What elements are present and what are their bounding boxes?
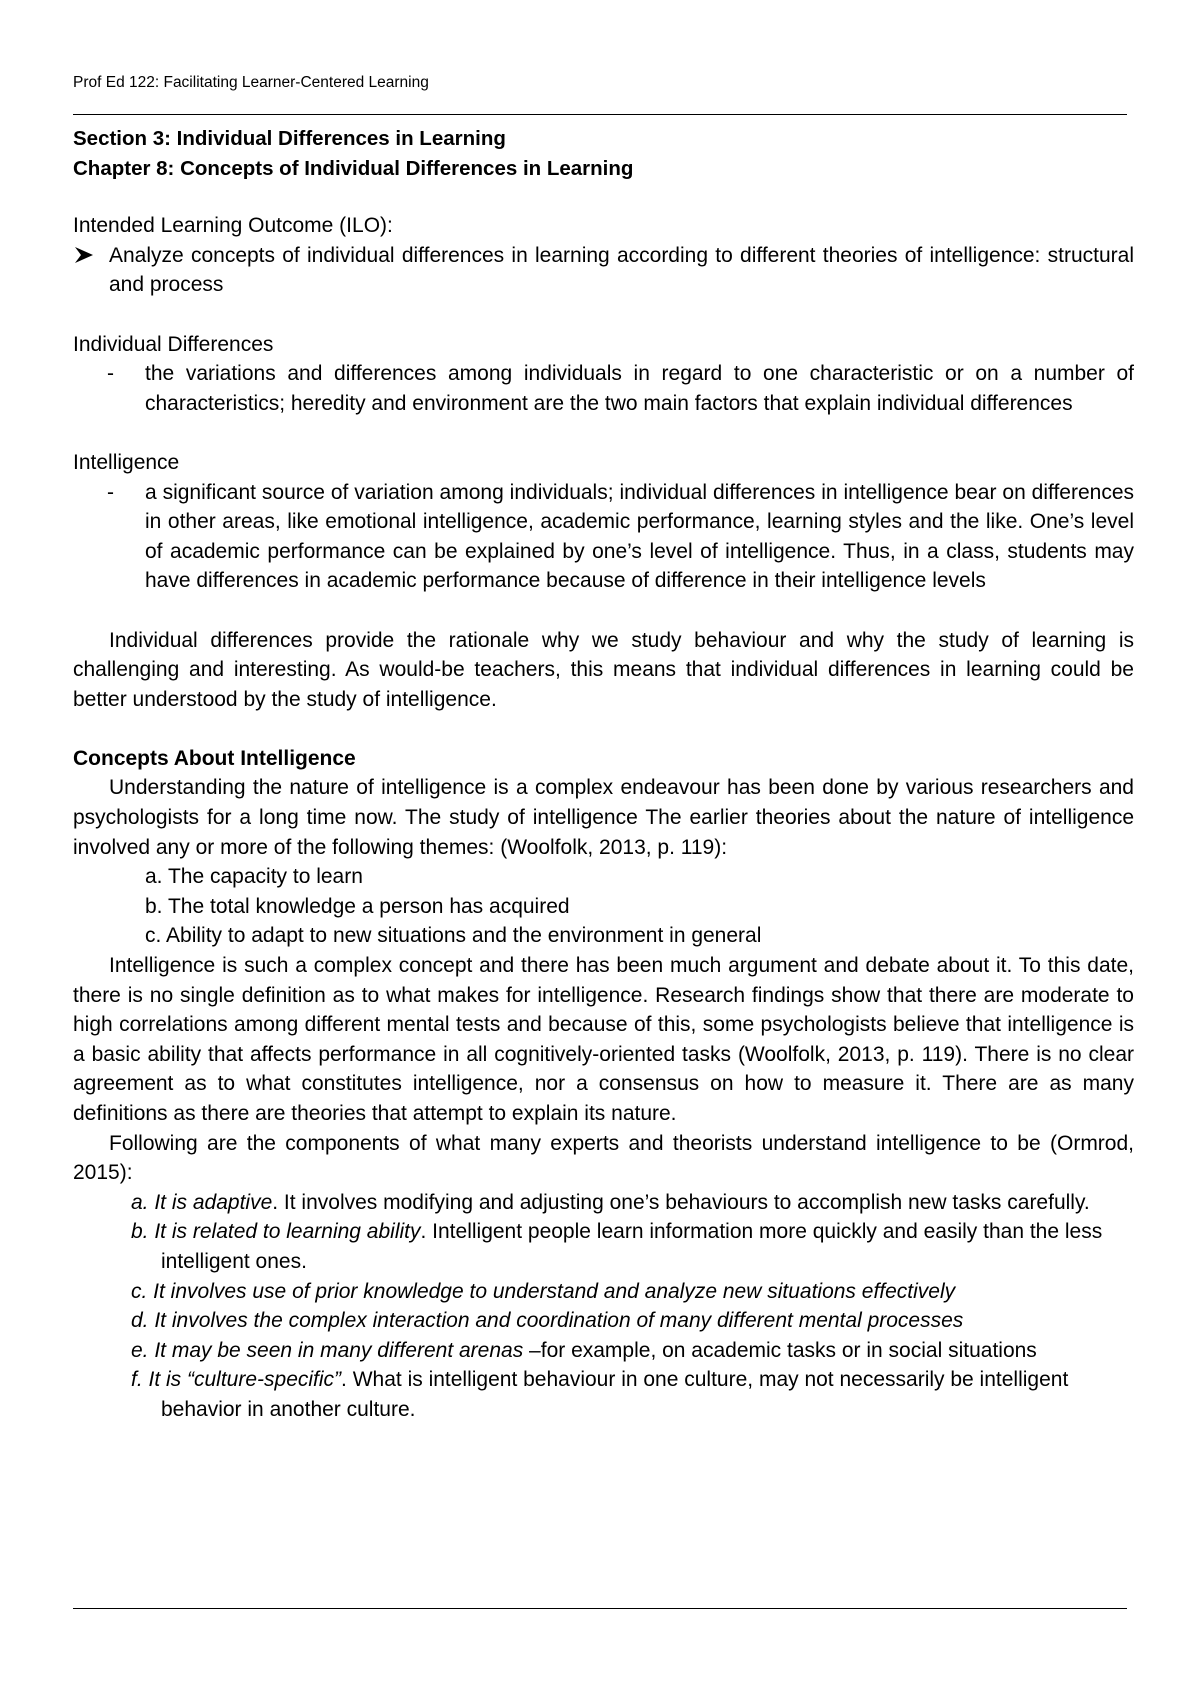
concepts-intro: Understanding the nature of intelligence is a complex endeavour has been done by various researchers and psychologists for a long time now. The study of intelligence The earlier theories about the nature of intelligence involved any or more of the following themes: (Woolfolk, 2013, p. 119): [73,776,1134,859]
theme-item: b. The total knowledge a person has acquired [145,894,570,918]
component-item [73,1188,1134,1218]
chapter-title: Chapter 8: Concepts of Individual Differences in Learning [73,156,634,180]
intelligence-item [73,478,1134,596]
component-lead: c. It involves use of prior knowledge to understand and analyze new situations effectively [131,1279,956,1303]
component-lead: f. It is “culture-specific” [131,1368,342,1392]
component-rest: . Intelligent people learn information more quickly and easily than the less intelligent ones. [161,1220,1103,1273]
page-body [73,124,1134,1425]
component-lead: b. It is related to learning ability [131,1220,421,1244]
component-lead: a. It is adaptive [131,1190,273,1214]
component-item [73,1336,1134,1366]
component-rest: –for example, on academic tasks or in social situations [523,1338,1037,1362]
dash-bullet: - [107,480,114,504]
dash-bullet: - [107,362,114,386]
component-rest: . What is intelligent behaviour in one culture, may not necessarily be intelligent behavior in another culture. [161,1368,1069,1421]
intelligence-heading: Intelligence [73,450,180,474]
theme-item: a. The capacity to learn [145,865,363,889]
individual-differences-definition: the variations and differences among individuals in regard to one characteristic or on a number of characteristics; heredity and environment are the two main factors that explain individual differences [145,362,1134,415]
header-rule [73,114,1127,115]
component-item [73,1277,1134,1307]
component-rest: . It involves modifying and adjusting one’s behaviours to accomplish new tasks carefully. [272,1190,1090,1214]
component-lead: e. It may be seen in many different arenas [131,1338,524,1362]
rationale-paragraph: Individual differences provide the rationale why we study behaviour and why the study of learning is challenging and interesting. As would-be teachers, this means that individual differences in learning could be better understood by the study of intelligence. [73,628,1134,711]
running-header: Prof Ed 122: Facilitating Learner-Centered Learning [73,74,429,91]
concepts-paragraph-2: Intelligence is such a complex concept and there has been much argument and debate about it. To this date, there is no single definition as to what makes for intelligence. Research findings show that there are moderate to high correlations among different mental tests and because of this, some psychologists believe that intelligence is a basic ability that affects performance in all cognitively-oriented tasks (Woolfolk, 2013, p. 119). There is no clear agreement as to what constitutes intelligence, nor a consensus on how to measure it. There are as many definitions as there are theories that attempt to explain its nature. [73,954,1134,1125]
ilo-text: Analyze concepts of individual differences in learning according to different theories of intelligence: structural and process [109,243,1134,297]
intelligence-definition: a significant source of variation among individuals; individual differences in intelligence bear on differences in other areas, like emotional intelligence, academic performance, learning styles and the like. One’s level of academic performance can be explained by one’s level of intelligence. Thus, in a class, students may have differences in academic performance because of difference in their intelligence levels [145,480,1134,593]
component-item [73,1365,1134,1424]
ilo-heading: Intended Learning Outcome (ILO): [73,214,393,238]
footer-rule [73,1608,1127,1609]
ilo-item [73,241,1134,300]
concepts-paragraph-3: Following are the components of what many experts and theorists understand intelligence to be (Ormrod, 2015): [73,1131,1134,1185]
arrow-bullet-icon [73,241,95,271]
component-item [73,1217,1134,1276]
component-item [73,1306,1134,1336]
theme-item: c. Ability to adapt to new situations and the environment in general [145,924,762,948]
concepts-heading: Concepts About Intelligence [73,746,356,770]
individual-differences-heading: Individual Differences [73,332,274,356]
individual-differences-item [73,359,1134,418]
component-lead: d. It involves the complex interaction and coordination of many different mental processes [131,1309,964,1333]
section-title: Section 3: Individual Differences in Learning [73,127,506,150]
